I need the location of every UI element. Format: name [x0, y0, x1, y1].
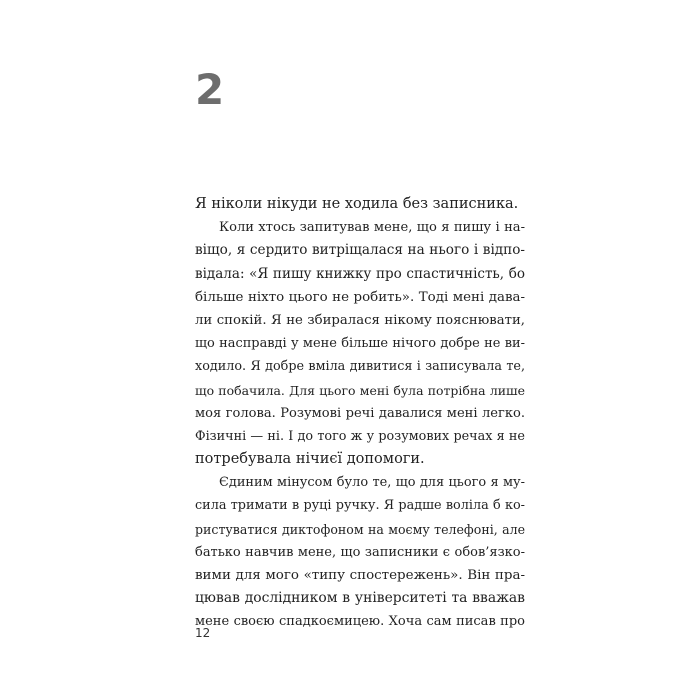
text-line: Коли хтось запитував мене, що я пишу і на- — [219, 220, 525, 236]
chapter-number: 2 — [195, 65, 225, 114]
text-line: батько навчив мене, що записники є обов’язко- — [195, 544, 525, 560]
text-line: сила тримати в руці ручку. Я радше воліла б ко- — [195, 498, 525, 514]
text-line: Я ніколи нікуди не ходила без записника. — [195, 196, 519, 212]
text-line: віщо, я сердито витріщалася на нього і відпо- — [195, 242, 525, 259]
text-line: моя голова. Розумові речі давалися мені легко. — [195, 405, 525, 421]
text-line: відала: «Я пишу книжку про спастичність, бо — [195, 265, 525, 282]
text-line: Єдиним мінусом було те, що для цього я му- — [219, 475, 525, 491]
text-line: ли спокій. Я не збиралася нікому пояснювати, — [195, 312, 525, 328]
page-number: 12 — [195, 626, 211, 640]
text-line: Фізичні — ні. І до того ж у розумових речах я не — [195, 428, 525, 444]
text-line: цював дослідником в університеті та вважав — [195, 590, 525, 607]
text-line: більше ніхто цього не робить». Тоді мені дава- — [195, 289, 525, 305]
text-line: що насправді у мене більше нічого добре не ви- — [195, 336, 525, 352]
text-line: потребувала нічиєї допомоги. — [195, 451, 425, 468]
text-line: вими для мого «типу спостережень». Він пра- — [195, 568, 525, 583]
text-line: ходило. Я добре вміла дивитися і записувала те, — [195, 359, 525, 375]
body-text — [195, 193, 525, 634]
text-line: мене своєю спадкоємицею. Хоча сам писав про — [195, 614, 525, 630]
text-line: ристуватися диктофоном на моєму телефоні, але — [195, 521, 525, 537]
text-line: що побачила. Для цього мені була потрібна лише — [195, 382, 525, 398]
